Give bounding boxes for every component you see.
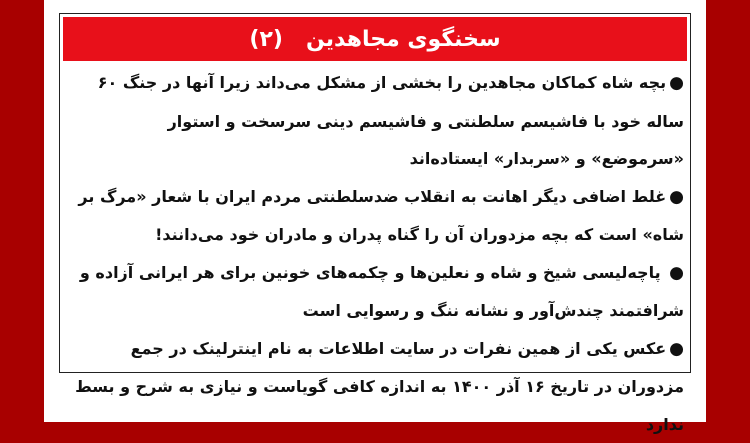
bullet-icon: ● xyxy=(669,331,684,369)
content-frame xyxy=(59,13,691,373)
list-item-text: عکس یکی از همین نفرات در سایت اطلاعات به نام اینترلینک در جمع مزدوران در تاریخ ۱۶ آذر ۱۴۰۰ به اندازه کافی گویاست و نیازی به شرح و بسط ندارد xyxy=(75,339,684,434)
list-item xyxy=(70,178,684,254)
list-item-text: پاچه‌لیسی شیخ و شاه و نعلین‌ها و چکمه‌های خونین برای هر ایرانی آزاده و شرافتمند چندش‌آور و نشانه ننگ و رسوایی است xyxy=(80,263,684,321)
list-item xyxy=(70,330,684,443)
bullet-icon: ● xyxy=(669,179,684,217)
list-item-text: غلط اضافی دیگر اهانت به انقلاب ضدسلطنتی مردم ایران با شعار «مرگ بر شاه» است که بچه مزدوران آن را گناه پدران و مادران خود می‌دانند! xyxy=(78,187,684,245)
bullet-icon: ● xyxy=(669,65,684,103)
bullet-icon: ● xyxy=(669,255,684,293)
document-page xyxy=(44,0,706,422)
list-item xyxy=(70,64,684,178)
list-item xyxy=(70,254,684,330)
title-banner xyxy=(63,17,687,61)
bullet-list xyxy=(70,64,684,443)
page-title: سخنگوی مجاهدین (۲) xyxy=(249,27,500,52)
list-item-text: بچه شاه کماکان مجاهدین را بخشی از مشکل می‌داند زیرا آنها در جنگ ۶۰ ساله خود با فاشیسم سلطنتی و فاشیسم دینی سرسخت و استوار «سرموضع» و «سربدار» ایستاده‌اند xyxy=(98,73,684,168)
